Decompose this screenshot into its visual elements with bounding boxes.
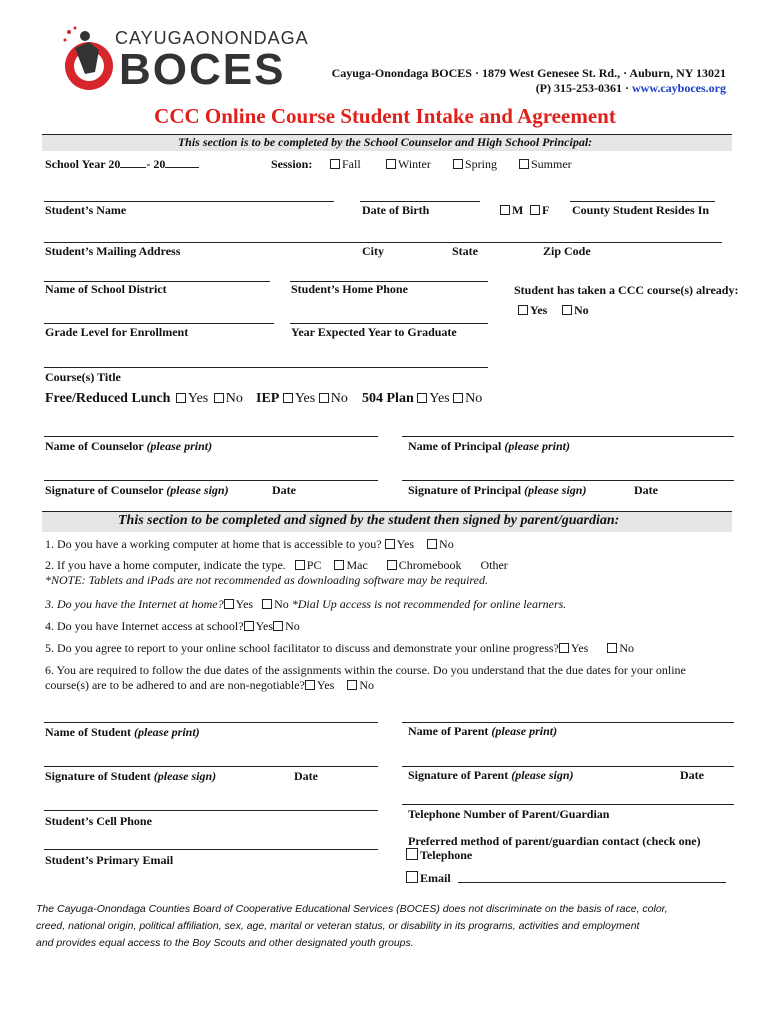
q6-line2: course(s) are to be adhered to and are non-negotiable? Yes No bbox=[45, 678, 375, 692]
phone-text: (P) 315-253-0361 · bbox=[535, 81, 633, 95]
q3: 3. Do you have the Internet at home? Yes No *Dial Up access is not recommended for online learners. bbox=[45, 597, 567, 611]
logo bbox=[55, 22, 309, 94]
checkbox-icon[interactable] bbox=[319, 393, 329, 403]
footer-line-3: and provides equal access to the Boy Scouts and other designated youth groups. bbox=[36, 937, 414, 949]
zip-label: Zip Code bbox=[543, 244, 591, 258]
checkbox-icon[interactable] bbox=[385, 539, 395, 549]
session-spring[interactable]: Spring bbox=[453, 157, 497, 172]
mailing-label: Student’s Mailing Address bbox=[45, 244, 181, 258]
grad-year-label: Year Expected Year to Graduate bbox=[291, 325, 457, 339]
checkbox-icon[interactable] bbox=[273, 621, 283, 631]
course-title-label: Course(s) Title bbox=[45, 370, 121, 384]
principal-name-label: Name of Principal (please print) bbox=[408, 439, 570, 453]
checkbox-icon[interactable] bbox=[518, 305, 528, 315]
counselor-date-label: Date bbox=[272, 483, 296, 497]
address-line: Cayuga-Onondaga BOCES · 1879 West Genesee St. Rd., · Auburn, NY 13021 bbox=[331, 66, 726, 80]
iep-row: IEP Yes No bbox=[256, 391, 348, 406]
checkbox-icon[interactable] bbox=[427, 539, 437, 549]
contact-telephone[interactable]: Telephone bbox=[406, 848, 472, 863]
checkbox-icon[interactable] bbox=[417, 393, 427, 403]
checkbox-icon[interactable] bbox=[330, 159, 340, 169]
prior-course-yes[interactable]: Yes bbox=[518, 303, 547, 318]
student-name-label: Student’s Name bbox=[45, 203, 127, 217]
checkbox-icon[interactable] bbox=[244, 621, 254, 631]
checkbox-icon[interactable] bbox=[453, 159, 463, 169]
student-name-print-label: Name of Student (please print) bbox=[45, 725, 200, 739]
prior-course-no[interactable]: No bbox=[562, 303, 589, 318]
tablet-note: *NOTE: Tablets and iPads are not recommended as downloading software may be required. bbox=[45, 573, 488, 587]
session-fall[interactable]: Fall bbox=[330, 157, 361, 172]
preferred-contact-label: Preferred method of parent/guardian contact (check one) bbox=[408, 834, 701, 848]
checkbox-icon[interactable] bbox=[347, 680, 357, 690]
county-label: County Student Resides In bbox=[572, 203, 710, 217]
checkbox-icon[interactable] bbox=[559, 643, 569, 653]
checkbox-icon[interactable] bbox=[283, 393, 293, 403]
checkbox-icon[interactable] bbox=[334, 560, 344, 570]
counselor-name-label: Name of Counselor (please print) bbox=[45, 439, 213, 453]
logo-bottom-text: BOCES bbox=[119, 45, 286, 94]
checkbox-icon[interactable] bbox=[519, 159, 529, 169]
q1: 1. Do you have a working computer at home that is accessible to you? Yes No bbox=[45, 537, 454, 551]
counselor-sig-label: Signature of Counselor (please sign) bbox=[45, 483, 229, 497]
checkbox-icon[interactable] bbox=[295, 560, 305, 570]
checkbox-icon[interactable] bbox=[406, 848, 418, 860]
session-winter[interactable]: Winter bbox=[386, 157, 431, 172]
checkbox-icon[interactable] bbox=[500, 205, 510, 215]
contact-email[interactable]: Email bbox=[406, 871, 451, 886]
checkbox-icon[interactable] bbox=[305, 680, 315, 690]
parent-date-label: Date bbox=[680, 768, 704, 782]
plan504-row: 504 Plan Yes No bbox=[362, 391, 483, 406]
sex-f[interactable]: F bbox=[530, 203, 549, 218]
checkbox-icon[interactable] bbox=[176, 393, 186, 403]
q2: 2. If you have a home computer, indicate the type. PC Mac Chromebook Other bbox=[45, 558, 508, 572]
city-label: City bbox=[362, 244, 384, 258]
section2-heading: This section to be completed and signed by the student then signed by parent/guardian: bbox=[118, 513, 620, 528]
sex-m[interactable]: M bbox=[500, 203, 523, 218]
checkbox-icon[interactable] bbox=[453, 393, 463, 403]
principal-date-label: Date bbox=[634, 483, 658, 497]
checkbox-icon[interactable] bbox=[530, 205, 540, 215]
checkbox-icon[interactable] bbox=[214, 393, 224, 403]
logo-top-text: CAYUGAONONDAGA bbox=[115, 28, 309, 48]
q4: 4. Do you have Internet access at school? Yes No bbox=[45, 619, 300, 633]
lunch-row: Free/Reduced Lunch Yes No bbox=[45, 391, 243, 406]
page-title: CCC Online Course Student Intake and Agreement bbox=[154, 104, 616, 128]
checkbox-icon[interactable] bbox=[224, 599, 234, 609]
checkbox-icon[interactable] bbox=[386, 159, 396, 169]
q6-line1: 6. You are required to follow the due dates of the assignments within the course. Do you understand that the due dates for your online bbox=[45, 663, 686, 677]
checkbox-icon[interactable] bbox=[262, 599, 272, 609]
session-summer[interactable]: Summer bbox=[519, 157, 572, 172]
footer-line-2: creed, national origin, political affiliation, sex, age, marital or veteran status, or disability in its programs, activities and employment bbox=[36, 920, 640, 932]
state-label: State bbox=[452, 244, 478, 258]
cell-phone-label: Student’s Cell Phone bbox=[45, 814, 152, 828]
primary-email-label: Student’s Primary Email bbox=[45, 853, 174, 867]
checkbox-icon[interactable] bbox=[562, 305, 572, 315]
grade-label: Grade Level for Enrollment bbox=[45, 325, 189, 339]
contact-line bbox=[536, 81, 726, 96]
dob-label: Date of Birth bbox=[362, 203, 430, 217]
q5: 5. Do you agree to report to your online school facilitator to discuss and demonstrate your online progress? Yes No bbox=[45, 641, 635, 655]
checkbox-icon[interactable] bbox=[387, 560, 397, 570]
school-year-row: School Year 20 - 20 bbox=[45, 157, 199, 172]
parent-phone-label: Telephone Number of Parent/Guardian bbox=[408, 807, 610, 821]
section1-heading: This section is to be completed by the School Counselor and High School Principal: bbox=[177, 135, 593, 149]
student-date-label: Date bbox=[294, 769, 318, 783]
checkbox-icon[interactable] bbox=[406, 871, 418, 883]
website-link[interactable]: www.cayboces.org bbox=[632, 81, 726, 95]
checkbox-icon[interactable] bbox=[607, 643, 617, 653]
district-label: Name of School District bbox=[45, 282, 167, 296]
prior-course-label: Student has taken a CCC course(s) already: bbox=[514, 283, 739, 297]
student-sig-label: Signature of Student (please sign) bbox=[45, 769, 217, 783]
principal-sig-label: Signature of Principal (please sign) bbox=[408, 483, 587, 497]
session-label: Session: bbox=[271, 157, 313, 171]
home-phone-label: Student’s Home Phone bbox=[291, 282, 408, 296]
parent-sig-label: Signature of Parent (please sign) bbox=[408, 768, 574, 782]
footer-line-1: The Cayuga-Onondaga Counties Board of Cooperative Educational Services (BOCES) does not discriminate on the basis of race, color, bbox=[36, 903, 668, 915]
parent-name-label: Name of Parent (please print) bbox=[408, 724, 558, 738]
